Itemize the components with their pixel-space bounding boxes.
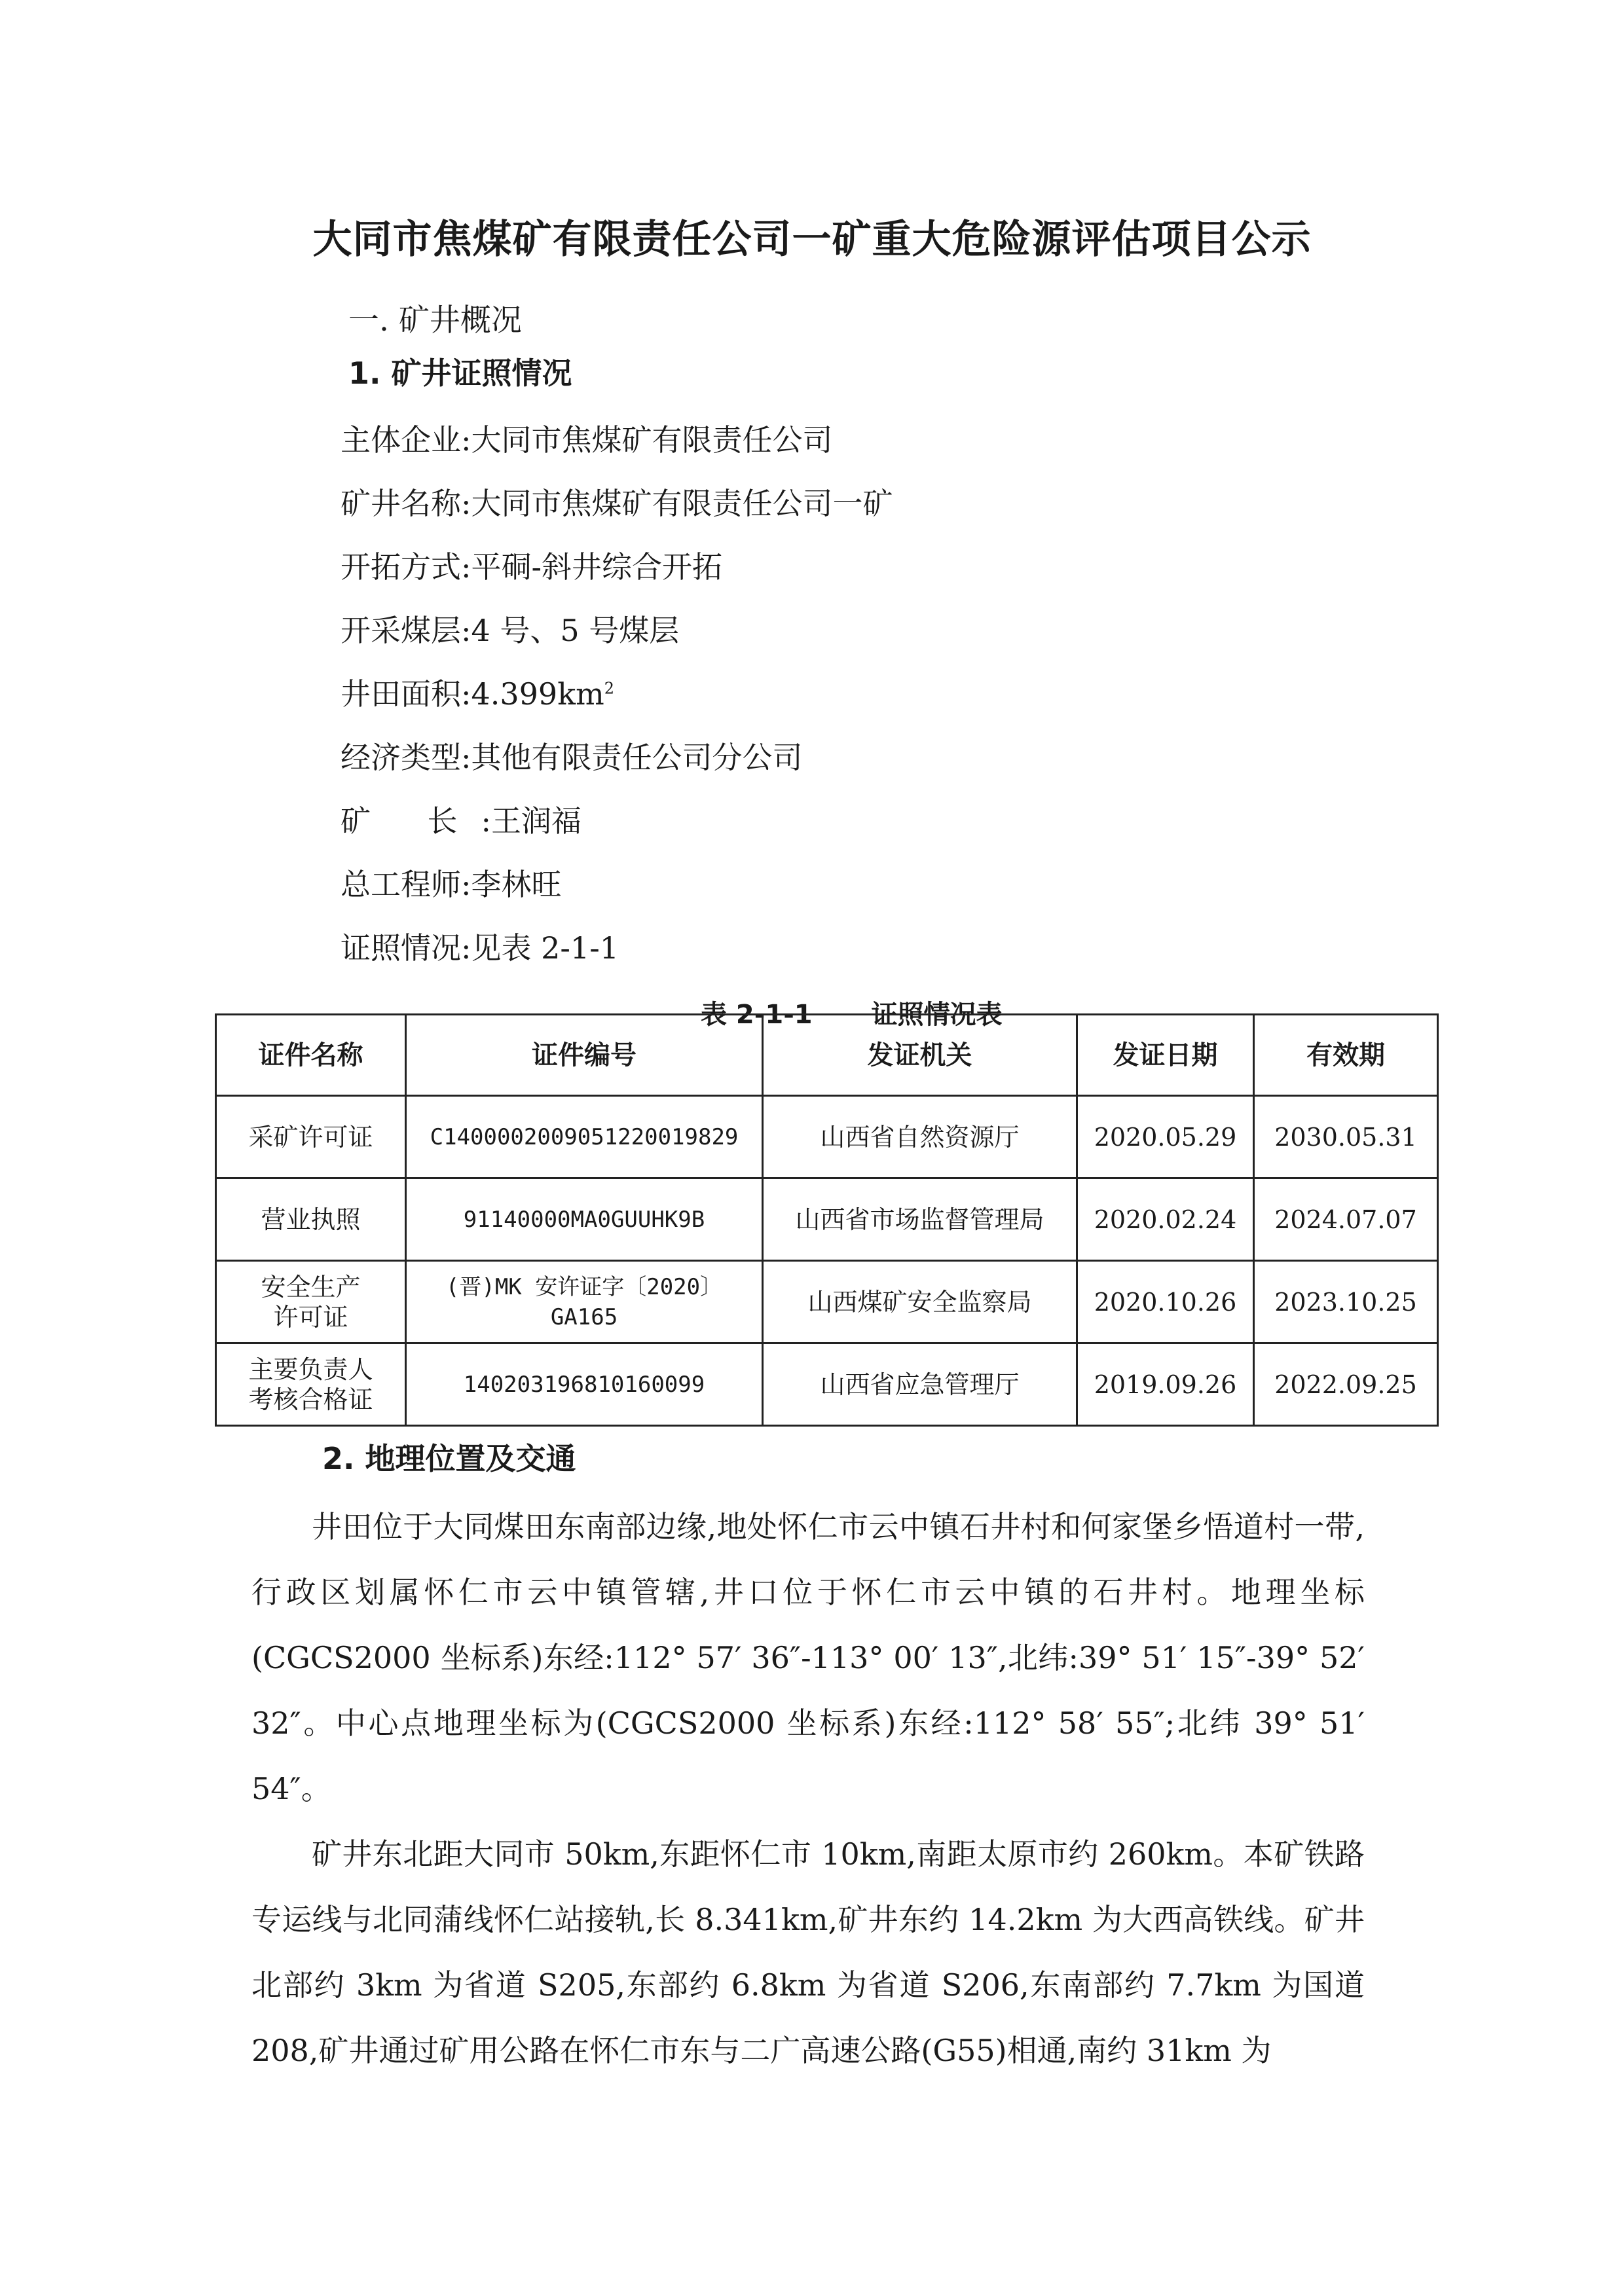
cell-cert-name: 主要负责人考核合格证 — [216, 1343, 406, 1426]
header-cert-name: 证件名称 — [216, 1015, 406, 1096]
cell-issuing-authority: 山西煤矿安全监察局 — [763, 1261, 1077, 1343]
header-valid-until: 有效期 — [1254, 1015, 1438, 1096]
cell-cert-number: C1400002009051220019829 — [406, 1096, 763, 1178]
field-label: 开采煤层: — [341, 613, 471, 648]
field-value: 见表 2-1-1 — [471, 930, 619, 966]
field-value: 李林旺 — [471, 867, 562, 902]
table-caption-title: 证照情况表 — [871, 1000, 1003, 1030]
field-value: 4 号、5 号煤层 — [471, 613, 680, 648]
document-title: 大同市焦煤矿有限责任公司一矿重大危险源评估项目公示 — [312, 217, 1312, 263]
header-issue-date: 发证日期 — [1077, 1015, 1254, 1096]
cell-valid-until: 2022.09.25 — [1254, 1343, 1438, 1426]
table-row — [216, 1261, 1438, 1343]
field-value-superscript: 2 — [604, 679, 614, 698]
field-label: 经济类型: — [341, 740, 471, 775]
cell-cert-number: 140203196810160099 — [406, 1343, 763, 1426]
field-label: 矿井名称: — [341, 486, 471, 521]
field-chief-engineer — [341, 861, 562, 904]
field-economic-type — [341, 734, 803, 777]
field-coal-seams — [341, 607, 679, 650]
table-row — [216, 1343, 1438, 1426]
field-main-enterprise — [341, 416, 833, 460]
cell-issuing-authority: 山西省自然资源厅 — [763, 1096, 1077, 1178]
section-heading-location-transport: 2. 地理位置及交通 — [322, 1441, 576, 1476]
field-value: 大同市焦煤矿有限责任公司一矿 — [471, 486, 893, 521]
field-value: 平硐-斜井综合开拓 — [471, 549, 723, 585]
cell-issue-date: 2020.05.29 — [1077, 1096, 1254, 1178]
field-value: 大同市焦煤矿有限责任公司 — [471, 422, 833, 458]
cell-issue-date: 2020.10.26 — [1077, 1261, 1254, 1343]
field-development-method — [341, 543, 722, 587]
table-row — [216, 1096, 1438, 1178]
table-row — [216, 1178, 1438, 1261]
field-label: 总工程师: — [341, 867, 471, 902]
cell-cert-name: 采矿许可证 — [216, 1096, 406, 1178]
cell-issue-date: 2020.02.24 — [1077, 1178, 1254, 1261]
cell-issuing-authority: 山西省应急管理厅 — [763, 1343, 1077, 1426]
cell-issuing-authority: 山西省市场监督管理局 — [763, 1178, 1077, 1261]
field-label: 井田面积: — [341, 676, 471, 712]
table-header-row — [216, 1015, 1438, 1096]
field-value: 王润福 — [491, 803, 581, 839]
paragraph-transport: 矿井东北距大同市 50km,东距怀仁市 10km,南距太原市约 260km。本矿铁路专运线与北同蒲线怀仁站接轨,长 8.341km,矿井东约 14.2km 为大西高铁线。矿井北部约 3km 为省道 S205,东部约 6.8km 为省道 S206,东南部约 7.7km 为国道 208,矿井通过矿用公路在怀仁市东与二广高速公路(G55)相通,南约 31km 为 — [251, 1836, 1365, 2068]
cell-cert-name: 营业执照 — [216, 1178, 406, 1261]
paragraph-location: 井田位于大同煤田东南部边缘,地处怀仁市云中镇石井村和何家堡乡悟道村一带,行政区划属怀仁市云中镇管辖,井口位于怀仁市云中镇的石井村。地理坐标(CGCS2000 坐标系)东经:112° 57′ 36″-113° 00′ 13″,北纬:39° 51′ 15″-39° 52′ 32″。中心点地理坐标为(CGCS2000 坐标系)东经:112° 58′ 55″;北纬 39° 51′ 54″。 — [251, 1509, 1365, 1806]
table-caption-number: 表 2-1-1 — [701, 1000, 813, 1030]
cell-valid-until: 2023.10.25 — [1254, 1261, 1438, 1343]
section-heading-licenses: 1. 矿井证照情况 — [348, 355, 572, 391]
field-value: 其他有限责任公司分公司 — [471, 740, 803, 775]
cell-valid-until: 2024.07.07 — [1254, 1178, 1438, 1261]
cell-valid-until: 2030.05.31 — [1254, 1096, 1438, 1178]
cell-cert-number: 91140000MA0GUUHK9B — [406, 1178, 763, 1261]
field-mine-director — [341, 797, 581, 841]
field-label: 证照情况: — [341, 930, 471, 966]
header-cert-number: 证件编号 — [406, 1015, 763, 1096]
cell-issue-date: 2019.09.26 — [1077, 1343, 1254, 1426]
license-table — [215, 1013, 1439, 1427]
section-heading-mine-overview: 一. 矿井概况 — [348, 302, 522, 338]
cell-cert-number: (晋)MK 安许证字〔2020〕GA165 — [406, 1261, 763, 1343]
field-mine-name — [341, 480, 893, 523]
field-label: 开拓方式: — [341, 549, 471, 585]
field-label: 矿 长: — [341, 803, 491, 839]
field-license-status — [341, 924, 619, 968]
header-issuing-authority: 发证机关 — [763, 1015, 1077, 1096]
cell-cert-name: 安全生产许可证 — [216, 1261, 406, 1343]
field-value: 4.399km — [471, 676, 604, 712]
field-label: 主体企业: — [341, 422, 471, 458]
field-field-area — [341, 670, 614, 714]
